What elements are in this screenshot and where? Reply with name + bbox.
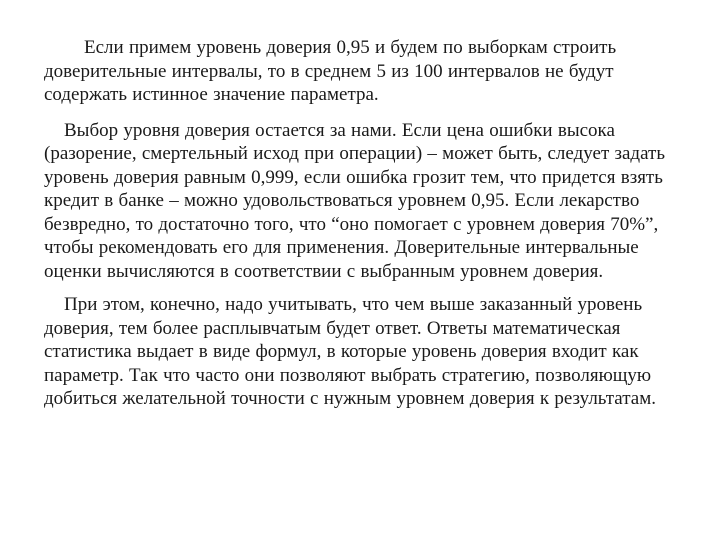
paragraph-confidence-level-intro: Если примем уровень доверия 0,95 и будем по выборкам строить доверительные интервалы, то в среднем 5 из 100 интервалов не будут содержать истинное значение параметра. [44,37,617,105]
paragraph-choice-of-confidence-level: Выбор уровня доверия остается за нами. Если цена ошибки высока (разорение, смертельный исход при операции) – может быть, следует задать уровень доверия равным 0,999, если ошибка грозит тем, что придется взять кредит в банке – можно удовольствоваться уровнем 0,95. Если лекарство безвредно, то достаточно того, что “оно помогает с уровнем доверия 70%”, чтобы рекомендовать его для применения. Доверительные интервальные оценки вычисляются в соответствии с выбранным уровнем доверия. [44,119,666,282]
text-block [44,36,684,411]
paragraph-precision-tradeoff: При этом, конечно, надо учитывать, что чем выше заказанный уровень доверия, тем более расплывчатым будет ответ. Ответы математическая статистика выдает в виде формул, в которые уровень доверия входит как параметр. Так что часто они позволяют выбрать стратегию, позволяющую добиться желательной точности с нужным уровнем доверия к результатам. [44,294,656,409]
